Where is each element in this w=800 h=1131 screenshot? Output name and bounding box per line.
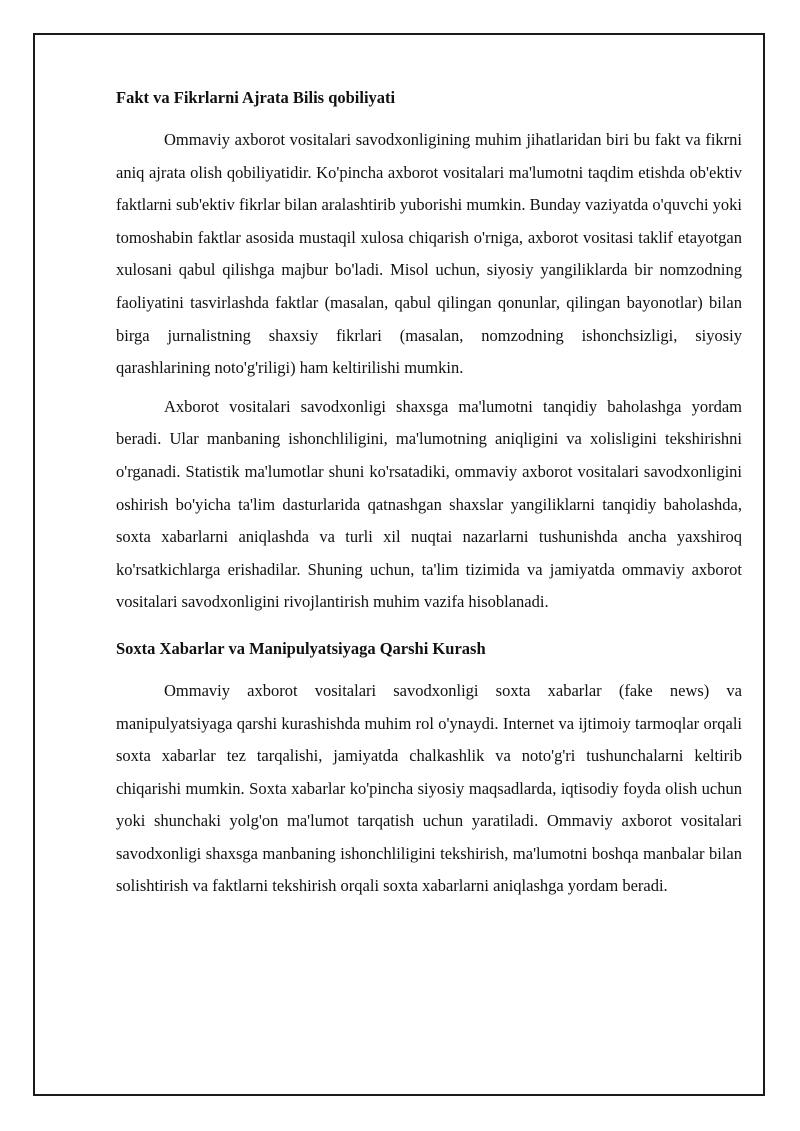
section-heading: Fakt va Fikrlarni Ajrata Bilis qobiliyati [116,88,396,107]
section-spacer [116,625,742,637]
document-body [116,86,742,909]
section-fact-vs-opinion [116,86,742,619]
paragraph: Ommaviy axborot vositalari savodxonligi soxta xabarlar (fake news) va manipulyatsiyaga qarshi kurashishda muhim rol o'ynaydi. Internet va ijtimoiy tarmoqlar orqali soxta xabarlar tez tarqalishi, jamiyatda chalkashlik va noto'g'ri tushunchalarni keltirib chiqarishi mumkin. Soxta xabarlar ko'pincha siyosiy maqsadlarda, iqtisodiy foyda olish uchun yoki shunchaki yolg'on ma'lumot tarqatish uchun yaratiladi. Ommaviy axborot vositalari savodxonligi shaxsga manbaning ishonchliligini tekshirish, ma'lumotni boshqa manbalar bilan solishtirish va faktlarni tekshirish orqali soxta xabarlarni aniqlashga yordam beradi. [116,680,742,896]
section-fake-news [116,637,742,903]
paragraph: Axborot vositalari savodxonligi shaxsga ma'lumotni tanqidiy baholashga yordam beradi. Ular manbaning ishonchliligini, ma'lumotning aniqligini va xolisligini tekshirishni o'rganadi. Statistik ma'lumotlar shuni ko'rsatadiki, ommaviy axborot vositalari savodxonligini oshirish bo'yicha ta'lim dasturlarida qatnashgan shaxslar yangiliklarni tanqidiy baholashda, soxta xabarlarni aniqlashda va turli xil nuqtai nazarlarni tushunishda ancha yaxshiroq ko'rsatkichlarga erishadilar. Shuning uchun, ta'lim tizimida va jamiyatda ommaviy axborot vositalari savodxonligini rivojlantirish muhim vazifa hisoblanadi. [116,396,742,612]
paragraph: Ommaviy axborot vositalari savodxonligining muhim jihatlaridan biri bu fakt va fikrni aniq ajrata olish qobiliyatidir. Ko'pincha axborot vositalari ma'lumotni taqdim etishda ob'ektiv faktlarni sub'ektiv fikrlar bilan aralashtirib yuborishi mumkin. Bunday vaziyatda o'quvchi yoki tomoshabin faktlar asosida mustaqil xulosa chiqarish o'rniga, axborot vositasi taklif etayotgan xulosani qabul qilishga majbur bo'ladi. Misol uchun, siyosiy yangiliklarda bir nomzodning faoliyatini tasvirlashda faktlar (masalan, qabul qilingan qonunlar, qilingan bayonotlar) bilan birga jurnalistning shaxsiy fikrlari (masalan, nomzodning ishonchsizligi, siyosiy qarashlarining noto'g'riligi) ham keltirilishi mumkin. [116,130,742,378]
section-heading: Soxta Xabarlar va Manipulyatsiyaga Qarshi Kurash [116,638,486,658]
